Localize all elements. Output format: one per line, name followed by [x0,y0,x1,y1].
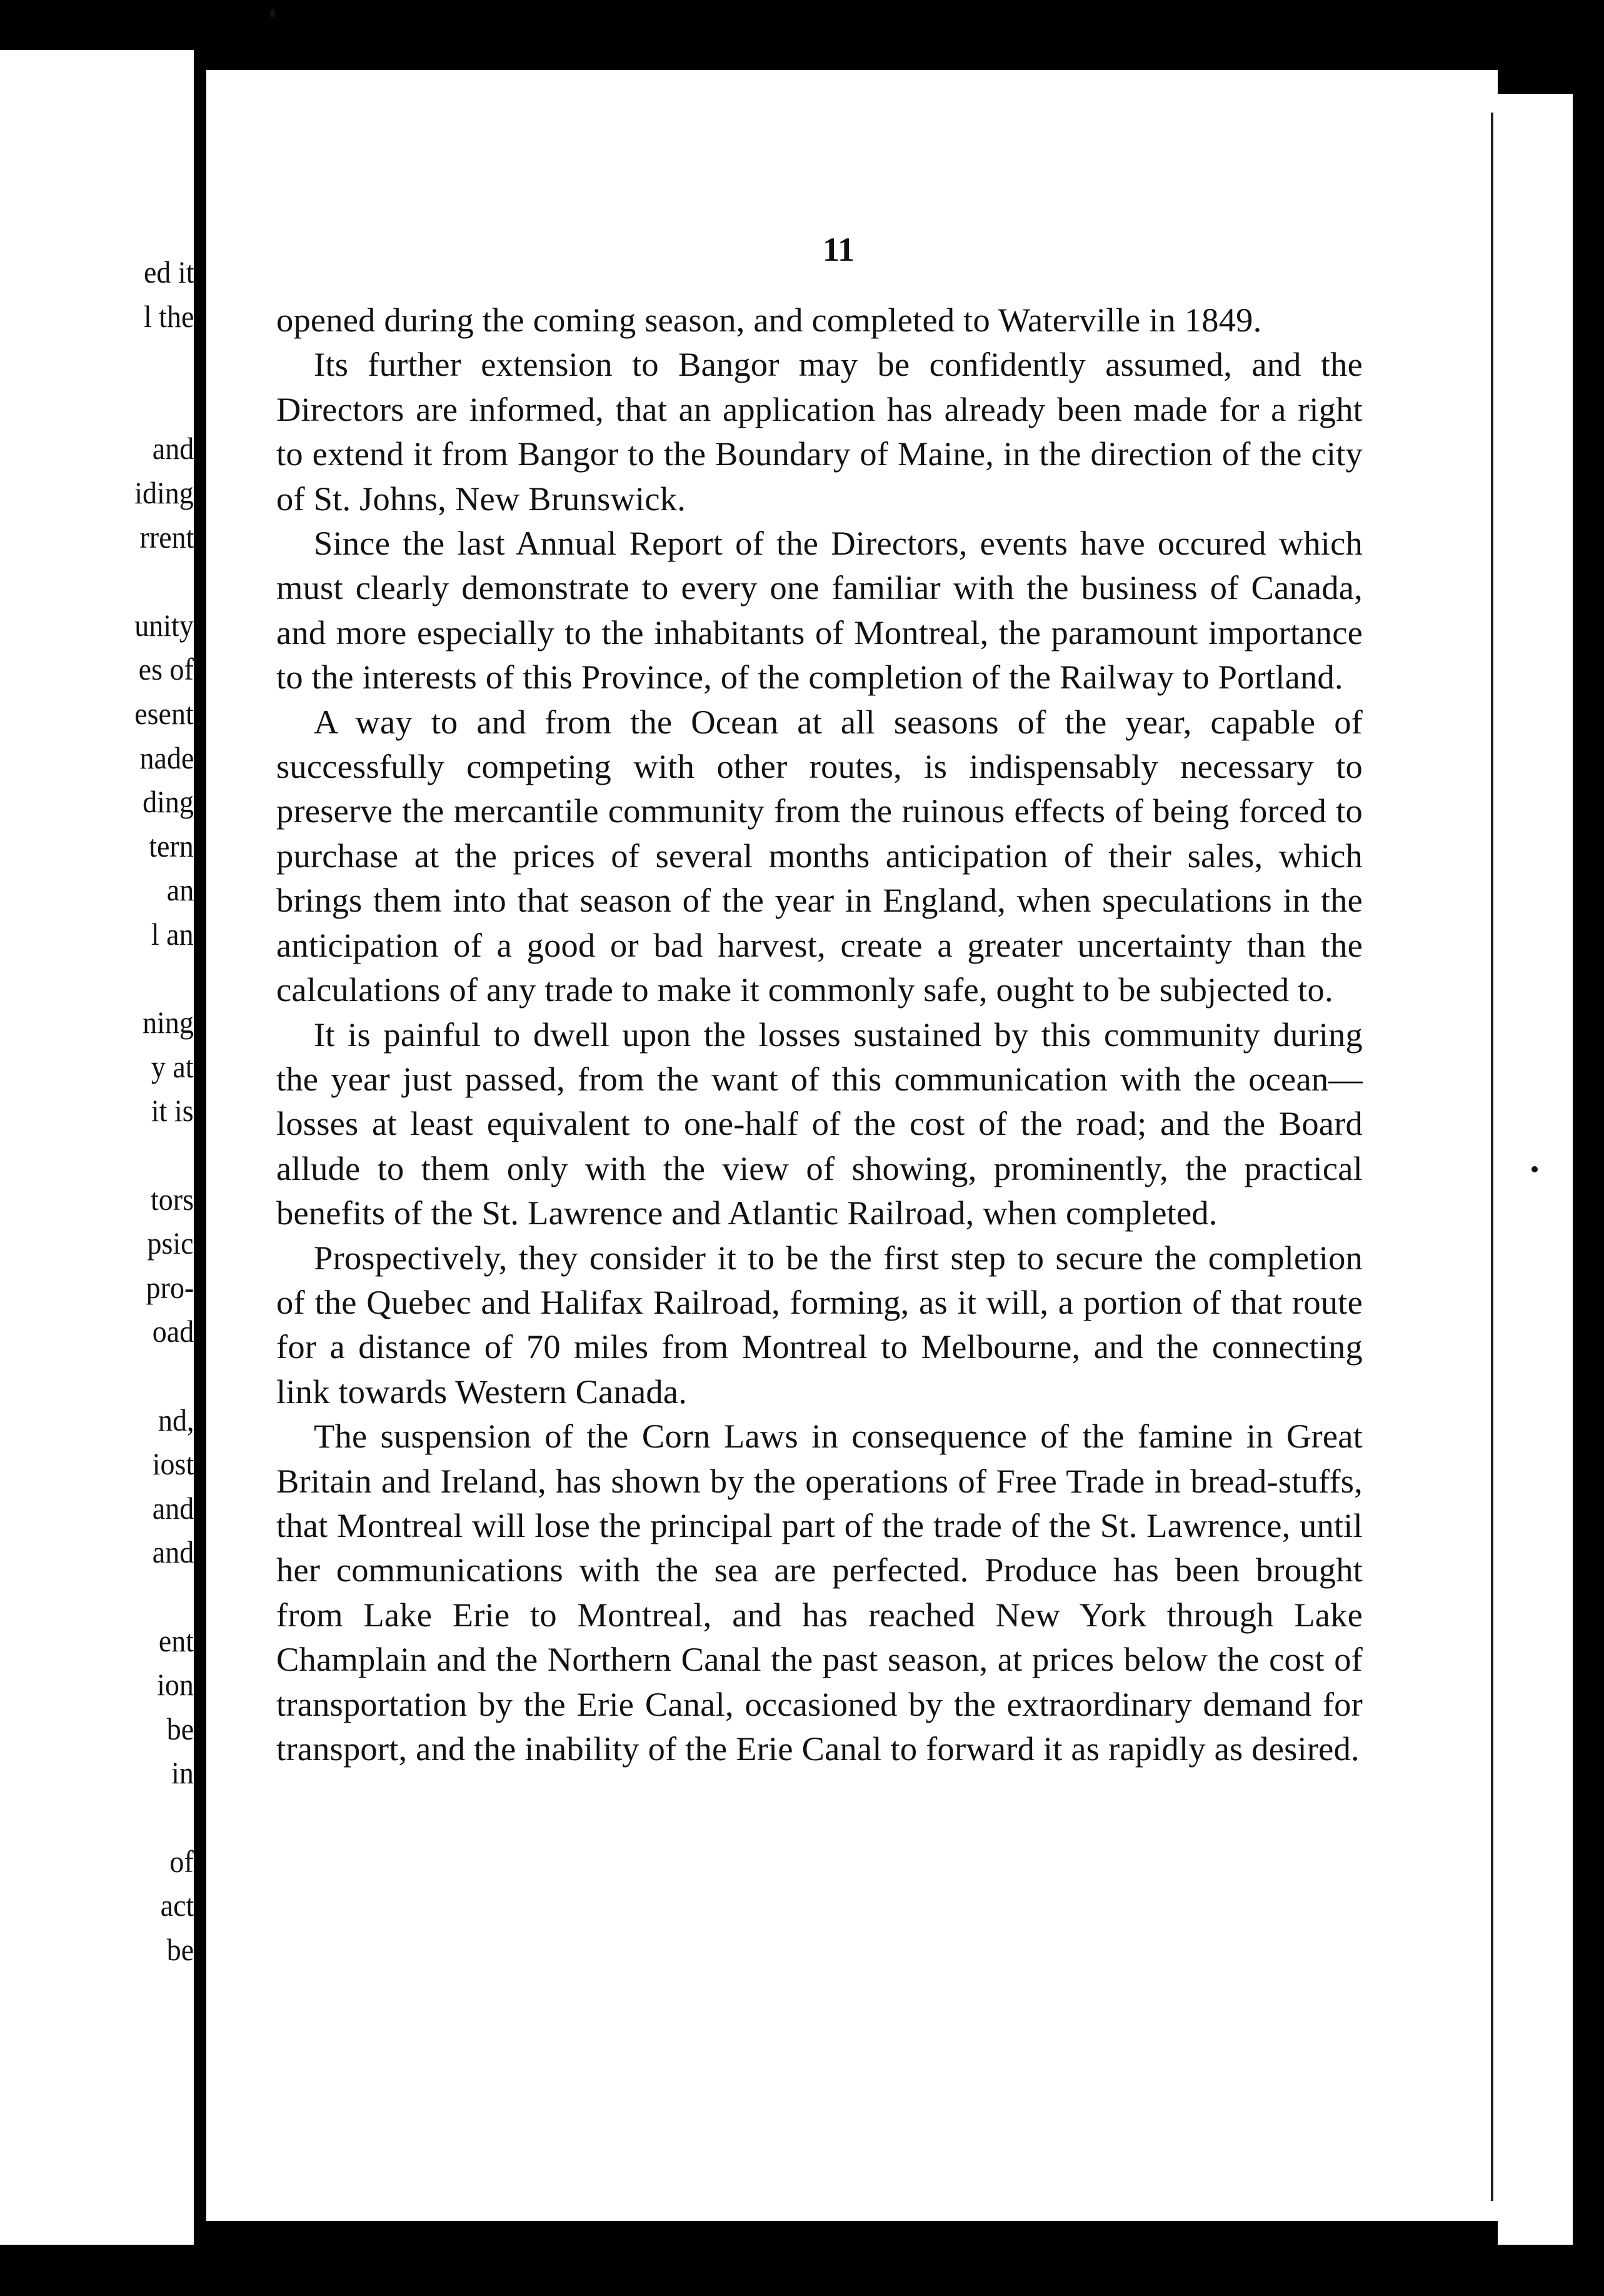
left-page-fragment: tors [151,1181,194,1217]
left-page-fragment: tern [149,828,194,864]
left-page-fragment: nade [139,740,194,775]
left-page-fragment: and [152,1534,194,1570]
left-page-fragment: iost [152,1446,194,1482]
left-page-fragment: and [152,1490,194,1526]
left-page-fragment: y at [151,1049,194,1084]
left-page-fragment: it is [151,1093,194,1129]
left-page-fragment: oad [152,1314,194,1349]
left-page-fragment: nd, [158,1402,194,1438]
left-page-fragment: ed it [143,254,194,290]
left-page-fragment: l an [151,917,194,952]
left-page-fragment: esent [134,696,194,731]
paragraph: Since the last Annual Report of the Directors, events have occured which must clearly demonstrate to every one familiar with the business of Canada, and more especially to the inhabitants of Montreal, the paramount importance to the interests of this Province, of the completion of the Railway to Portland. [276,524,1363,697]
left-page-fragment: act [160,1888,194,1923]
left-page-fragment: in [171,1755,194,1791]
paragraph: opened during the coming season, and completed to Waterville in 1849. [276,301,1262,339]
left-page-fragment: of [169,1843,194,1879]
paragraph: Its further extension to Bangor may be confidently assumed, and the Directors are informed, that an application has already been made for a right to extend it from Bangor to the Boundary of Maine, in the direction of the city of St. Johns, New Brunswick. [276,345,1363,518]
body-text [276,298,1363,1771]
left-page-fragment: be [166,1931,194,1967]
left-page-fragment: and [152,431,194,466]
left-page-fragment: unity [134,607,194,643]
left-page-fragment: an [166,872,194,908]
left-page-fragment: l the [143,298,194,334]
paragraph: The suspension of the Corn Laws in consequence of the famine in Great Britain and Ireland, has shown by the operations of Free Trade in bread-stuffs, that Montreal will lose the principal part of the trade of the St. Lawrence, until her communications with the sea are perfected. Produce has been brought from Lake Erie to Montreal, and has reached New York through Lake Champlain and the Northern Canal the past season, at prices below the cost of transportation by the Erie Canal, occasioned by the extraordinary demand for transport, and the inability of the Erie Canal to forward it as rapidly as desired. [276,1417,1363,1768]
left-facing-page [0,50,203,2245]
paragraph: It is painful to dwell upon the losses sustained by this community during the year just passed, from the want of this communication with the ocean—losses at least equivalent to one-half of the cost of the road; and the Board allude to them only with the view of showing, prominently, the practical benefits of the St. Lawrence and Atlantic Railroad, when completed. [276,1015,1363,1232]
left-page-fragment: iding [134,475,194,510]
paragraph: A way to and from the Ocean at all seasons of the year, capable of successfully competing with other routes, is indispensably necessary to preserve the mercantile community from the ruinous effects of being forced to purchase at the prices of several months anticipation of their sales, which brings them into that season of the year in England, when speculations in the anticipation of a good or bad harvest, create a greater uncertainty than the calculations of any trade to make it commonly safe, ought to be subjected to. [276,702,1363,1009]
left-page-fragment: ding [143,784,194,820]
page-number: 11 [823,231,855,268]
left-page-fragment: ent [158,1623,194,1658]
left-page-fragment: ning [143,1005,194,1040]
speck-mark [1531,1166,1538,1172]
page-edge-line [1491,113,1493,2201]
left-page-fragment: rrent [139,519,194,555]
left-page-fragment: pro- [146,1269,194,1305]
left-page-fragment: be [166,1711,194,1746]
left-page-fragment: es of [138,652,194,687]
left-page-fragment: psic [147,1226,194,1261]
left-page-fragment: ion [157,1667,194,1703]
paragraph: Prospectively, they consider it to be the first step to secure the completion of the Quebec and Halifax Railroad, forming, as it will, a portion of that route for a distance of 70 miles from Montreal to Melbourne, and the connecting link towards Western Canada. [276,1238,1363,1411]
speck-mark [270,9,275,18]
